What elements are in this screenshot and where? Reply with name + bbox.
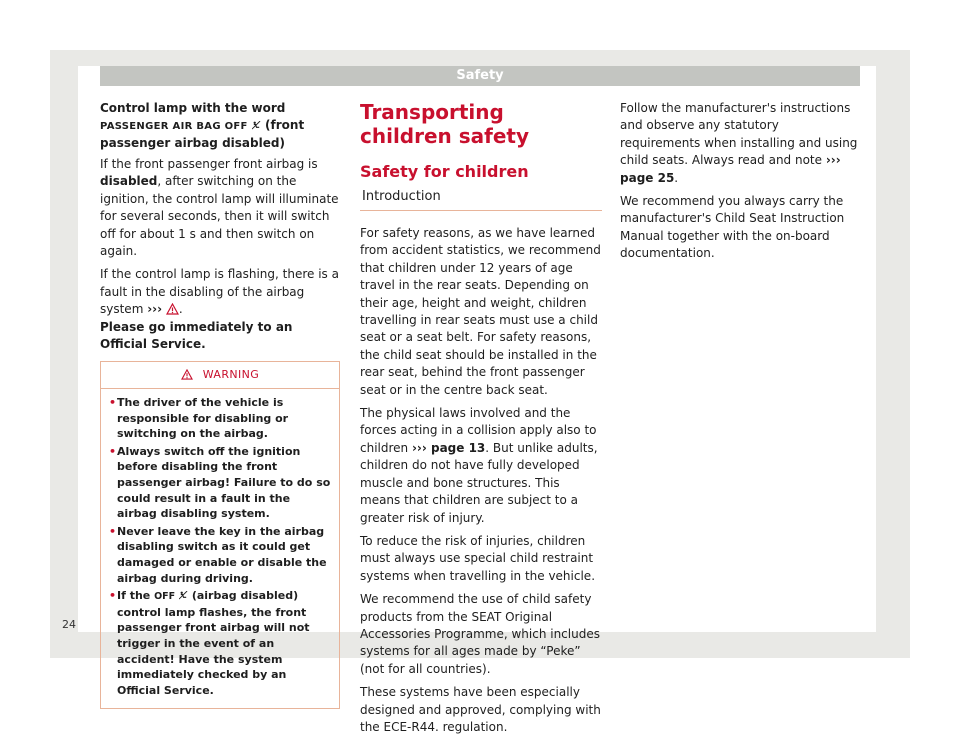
warning-triangle-icon — [166, 303, 179, 315]
control-lamp-heading: Control lamp with the word PASSENGER AIR BAG OFF (front passenger airbag disabled) — [100, 101, 305, 150]
cross-reference-link[interactable]: ››› page 25 — [620, 153, 841, 185]
warning-item: • The driver of the vehicle is responsible for disabling or switching on the airbag. — [109, 396, 289, 441]
warning-item: • Always switch off the ignition before disabling the front passenger airbag! Failure to do so could result in a fault in the airbag disabling system. — [109, 444, 331, 521]
column-right — [620, 100, 860, 269]
airbag-off-icon — [252, 121, 261, 130]
warning-item: • Never leave the key in the airbag disabling switch as it could get damaged or enable or disable the airbag during driving. — [109, 524, 327, 585]
bullet-icon: • — [109, 444, 117, 458]
section-header: Safety — [100, 66, 860, 86]
page-number: 24 — [62, 618, 76, 631]
warning-title: WARNING — [101, 362, 339, 389]
lamp-label-text: PASSENGER AIR BAG OFF — [100, 121, 248, 132]
warning-item: • If the OFF (airbag disabled) control lamp flashes, the front passenger front airbag will not trigger in the event of an accident! Have the system immediately checked by an Official Service. — [109, 589, 310, 697]
column-middle — [360, 100, 602, 742]
service-instruction: Please go immediately to an Official Service. — [100, 319, 293, 352]
paragraph: We recommend you always carry the manufacturer's Child Seat Instruction Manual together with the on-board documentation. — [620, 194, 845, 261]
cross-reference-link[interactable]: ››› — [147, 302, 163, 317]
bullet-icon: • — [109, 524, 117, 538]
paragraph: These systems have been especially designed and approved, complying with the ECE-R44. regulation. — [360, 685, 601, 734]
paragraph: We recommend the use of child safety products from the SEAT Original Accessories Programme, which includes systems for all ages made by “Peke” (not for all countries). — [360, 592, 600, 676]
bullet-icon: • — [109, 396, 117, 410]
section-subtitle: Safety for children — [360, 162, 529, 181]
airbag-off-icon — [179, 591, 188, 600]
paragraph: If the control lamp is flashing, there is a fault in the disabling of the airbag system ››› . Please go immediately to an Official Service. — [100, 267, 339, 352]
intro-heading: Introduction — [360, 188, 602, 211]
warning-triangle-icon — [181, 369, 193, 380]
paragraph: Follow the manufacturer's instructions and observe any statutory requirements when installing and using child seats. Always read and note ››› page 25. — [620, 101, 858, 185]
paragraph: If the front passenger front airbag is disabled, after switching on the ignition, the control lamp will illuminate for several seconds, then it will switch off for about 1 s and then switch on again. — [100, 157, 339, 259]
cross-reference-link[interactable]: ››› page 13 — [411, 440, 486, 455]
column-left — [100, 100, 340, 709]
paragraph: To reduce the risk of injuries, children must always use special child restraint systems when travelling in the vehicle. — [360, 533, 596, 583]
bullet-icon: • — [109, 589, 117, 603]
section-title: Transporting children safety — [360, 100, 530, 148]
paragraph: The physical laws involved and the forces acting in a collision apply also to children ››› page 13. But unlike adults, children do not have fully developed muscle and bone structures. This means that children are subject to a greater risk of injury. — [360, 406, 598, 525]
warning-box — [100, 361, 340, 709]
paragraph: For safety reasons, as we have learned from accident statistics, we recommend that children under 12 years of age travel in the rear seats. Depending on their age, height and weight, children travelling in rear seats must use a child seat or a seat belt. For safety reasons, the child seat should be installed in the rear seat, behind the front passenger seat or in the centre back seat. — [360, 226, 601, 397]
